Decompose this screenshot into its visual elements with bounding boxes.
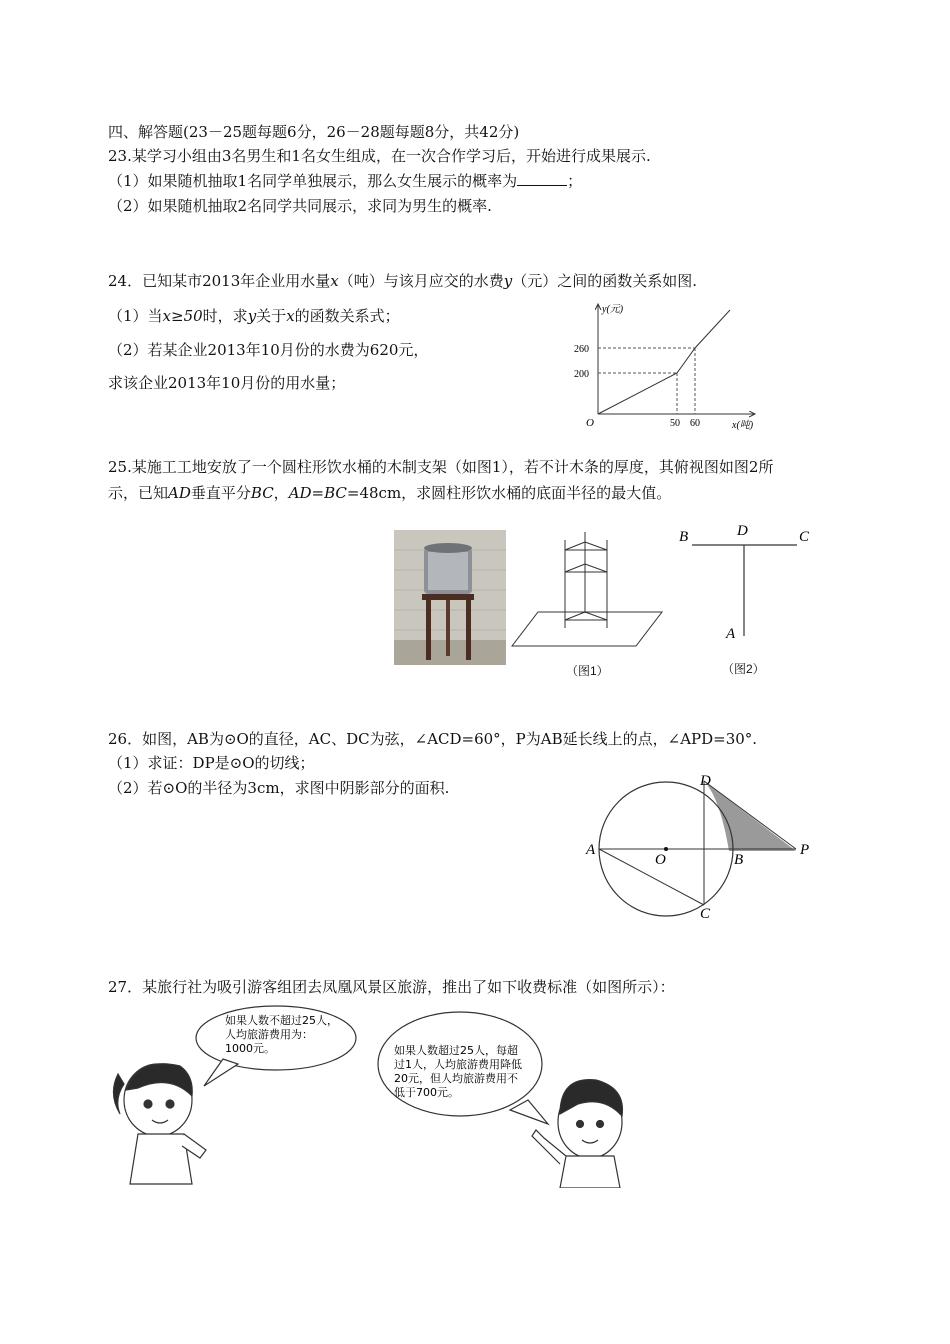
q23-stem: 23.某学习小组由3名男生和1名女生组成，在一次合作学习后，开始进行成果展示.: [108, 147, 651, 165]
q25-l2-b: 垂直平分: [190, 484, 251, 502]
q23-part1-text: （1）如果随机抽取1名同学单独展示，那么女生展示的概率为: [108, 172, 518, 190]
q24-stem: [108, 271, 697, 291]
q24-var-y: y: [503, 272, 513, 290]
q27-stem: 27．某旅行社为吸引游客组团去凤凰风景区旅游，推出了如下收费标准（如图所示）：: [108, 978, 675, 996]
top-view-figure: [672, 518, 822, 648]
y-tick-200: 200: [574, 369, 589, 380]
q25-l2-a: 示，已知: [108, 484, 169, 502]
water-fee-graph: [570, 296, 770, 436]
q23-part1: [108, 171, 582, 191]
origin-label: O: [586, 417, 594, 429]
left-bubble-line2: 人均旅游费用为：: [225, 1028, 313, 1041]
q23-part2: （2）如果随机抽取2名同学共同展示，求同为男生的概率.: [108, 197, 492, 215]
q26-part1: （1）求证：DP是⊙O的切线；: [108, 754, 315, 772]
circle-label-A: A: [586, 842, 596, 858]
left-bubble-line1: 如果人数不超过25人，: [225, 1014, 338, 1027]
q26-stem: 26．如图，AB为⊙O的直径，AC、DC为弦，∠ACD=60°，P为AB延长线上的点，∠APD=30°.: [108, 730, 758, 748]
fee-line: [598, 310, 730, 414]
circle-label-D: D: [700, 773, 711, 789]
circle-label-O: O: [655, 852, 666, 868]
q24-p1-c: 关于: [256, 307, 287, 325]
x-axis-label: x(吨): [732, 420, 754, 431]
x-tick-50: 50: [670, 418, 680, 429]
fig2-label-D: D: [737, 523, 748, 539]
q24-var-x: x: [330, 272, 339, 290]
circle-label-B: B: [734, 852, 744, 868]
section-header: 四、解答题(23－25题每题6分，26－28题每题8分，共42分): [108, 123, 520, 141]
q24-p1-x: x: [286, 307, 295, 325]
y-axis-label: y(元): [602, 304, 624, 315]
q24-p1-d: 的函数关系式；: [294, 307, 400, 325]
q24-p1-a: （1）当: [108, 307, 163, 325]
fig2-label-C: C: [799, 529, 810, 545]
q25-ADeqBC: AD=BC: [288, 484, 347, 502]
figure-1-caption: （图1）: [566, 664, 609, 678]
q25-BC: BC: [250, 484, 274, 502]
water-bucket-photo: [394, 530, 506, 665]
right-bubble-line4: 低于700元。: [394, 1086, 459, 1099]
figure-2-caption: （图2）: [722, 662, 765, 676]
q24-part2: （2）若某企业2013年10月份的水费为620元，: [108, 341, 429, 359]
q24-stem-c: （元）之间的函数关系如图.: [512, 272, 698, 290]
fig2-label-B: B: [679, 529, 689, 545]
circle-tangent-figure: [580, 768, 820, 928]
stand-frame-drawing: [510, 528, 665, 653]
circle-label-P: P: [800, 842, 810, 858]
q25-l2-c: ，: [273, 484, 289, 502]
right-bubble-line3: 20元，但人均旅游费用不: [394, 1072, 518, 1085]
q24-p1-b: 时，求: [202, 307, 248, 325]
q24-part1: [108, 306, 400, 326]
right-bubble-line2: 过1人，人均旅游费用降低: [394, 1058, 522, 1071]
q25-AD: AD: [168, 484, 191, 502]
q23-part1-end: ；: [567, 172, 583, 190]
q24-stem-a: 24．已知某市2013年企业用水量: [108, 272, 331, 290]
q24-p1-cond: x≥50: [162, 307, 203, 325]
q24-part2-cont: 求该企业2013年10月份的用水量；: [108, 374, 346, 392]
x-tick-60: 60: [690, 418, 700, 429]
q25-line1: 25.某施工工地安放了一个圆柱形饮水桶的木制支架（如图1），若不计木条的厚度，其俯视图如图2所: [108, 458, 774, 476]
q26-part2: （2）若⊙O的半径为3cm，求图中阴影部分的面积.: [108, 779, 450, 797]
q25-l2-d: =48cm，求圆柱形饮水桶的底面半径的最大值。: [346, 484, 672, 502]
q24-stem-b: （吨）与该月应交的水费: [338, 272, 504, 290]
y-tick-260: 260: [574, 344, 589, 355]
circle-label-C: C: [700, 906, 711, 922]
answer-blank[interactable]: [517, 171, 567, 186]
fig2-label-A: A: [726, 626, 736, 642]
q25-line2: [108, 483, 671, 503]
q24-p1-y: y: [247, 307, 257, 325]
travel-pricing-cartoon: [108, 1004, 630, 1188]
right-bubble-line1: 如果人数超过25人，每超: [394, 1044, 518, 1057]
left-bubble-line3: 1000元。: [225, 1042, 275, 1055]
